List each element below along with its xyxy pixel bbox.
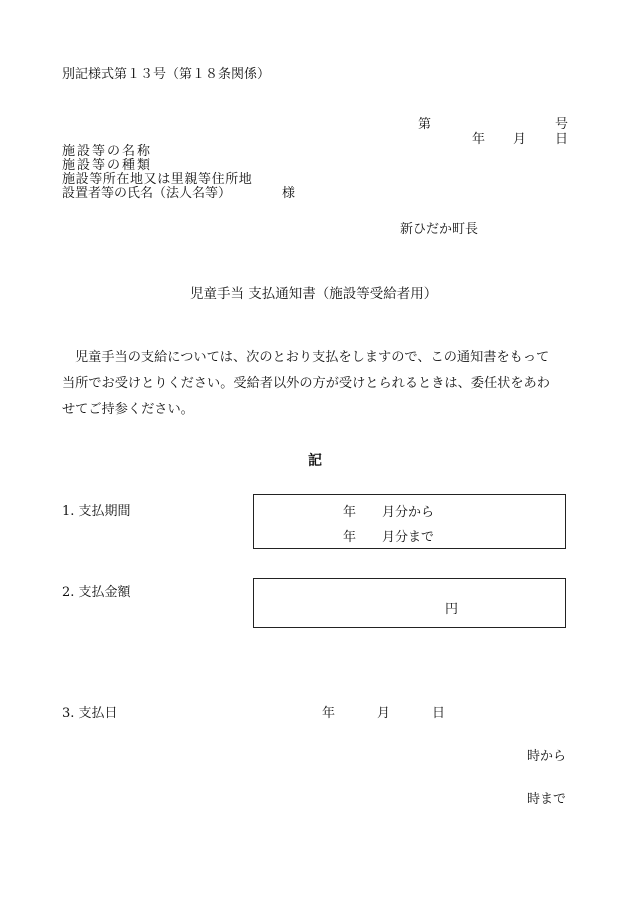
- pay-date-label: 3. 支払日: [62, 706, 118, 721]
- issuer: 新ひだか町長: [400, 222, 479, 237]
- facility-name-label: 施設等の名称: [62, 144, 153, 159]
- period-box: [253, 494, 566, 549]
- period-from-month: 月分から: [382, 505, 435, 520]
- form-number: 別記様式第１３号（第１８条関係）: [62, 67, 271, 82]
- amount-box: [253, 578, 566, 628]
- pay-date-day: 日: [432, 706, 446, 721]
- body-line-2: 当所でお受けとりください。受給者以外の方が受けとられるときは、委任状をあわ: [62, 376, 550, 391]
- doc-number-prefix: 第: [418, 117, 432, 132]
- date-month: 月: [513, 132, 527, 147]
- amount-label: 2. 支払金額: [62, 585, 131, 600]
- page-title: 児童手当 支払通知書（施設等受給者用）: [190, 286, 438, 302]
- body-line-3: せてご持参ください。: [62, 402, 194, 417]
- honorific: 様: [282, 186, 296, 201]
- doc-number-suffix: 号: [555, 117, 569, 132]
- pay-date-month: 月: [377, 706, 391, 721]
- record-heading: 記: [308, 453, 322, 469]
- pay-time-from: 時から: [527, 749, 567, 764]
- facility-address-label: 施設等所在地又は里親等住所地: [62, 172, 253, 187]
- period-to-month: 月分まで: [382, 530, 435, 545]
- facility-type-label: 施設等の種類: [62, 158, 153, 173]
- date-year: 年: [472, 132, 486, 147]
- pay-date-year: 年: [322, 706, 336, 721]
- amount-unit: 円: [445, 602, 459, 617]
- period-label: 1. 支払期間: [62, 504, 131, 519]
- founder-name-label: 設置者等の氏名（法人名等）: [62, 186, 232, 201]
- period-to-year: 年: [343, 530, 357, 545]
- period-from-year: 年: [343, 505, 357, 520]
- pay-time-to: 時まで: [527, 792, 567, 807]
- body-line-1: 児童手当の支給については、次のとおり支払をしますので、この通知書をもって: [75, 350, 550, 365]
- body-paragraph: [62, 345, 574, 423]
- date-day: 日: [555, 132, 569, 147]
